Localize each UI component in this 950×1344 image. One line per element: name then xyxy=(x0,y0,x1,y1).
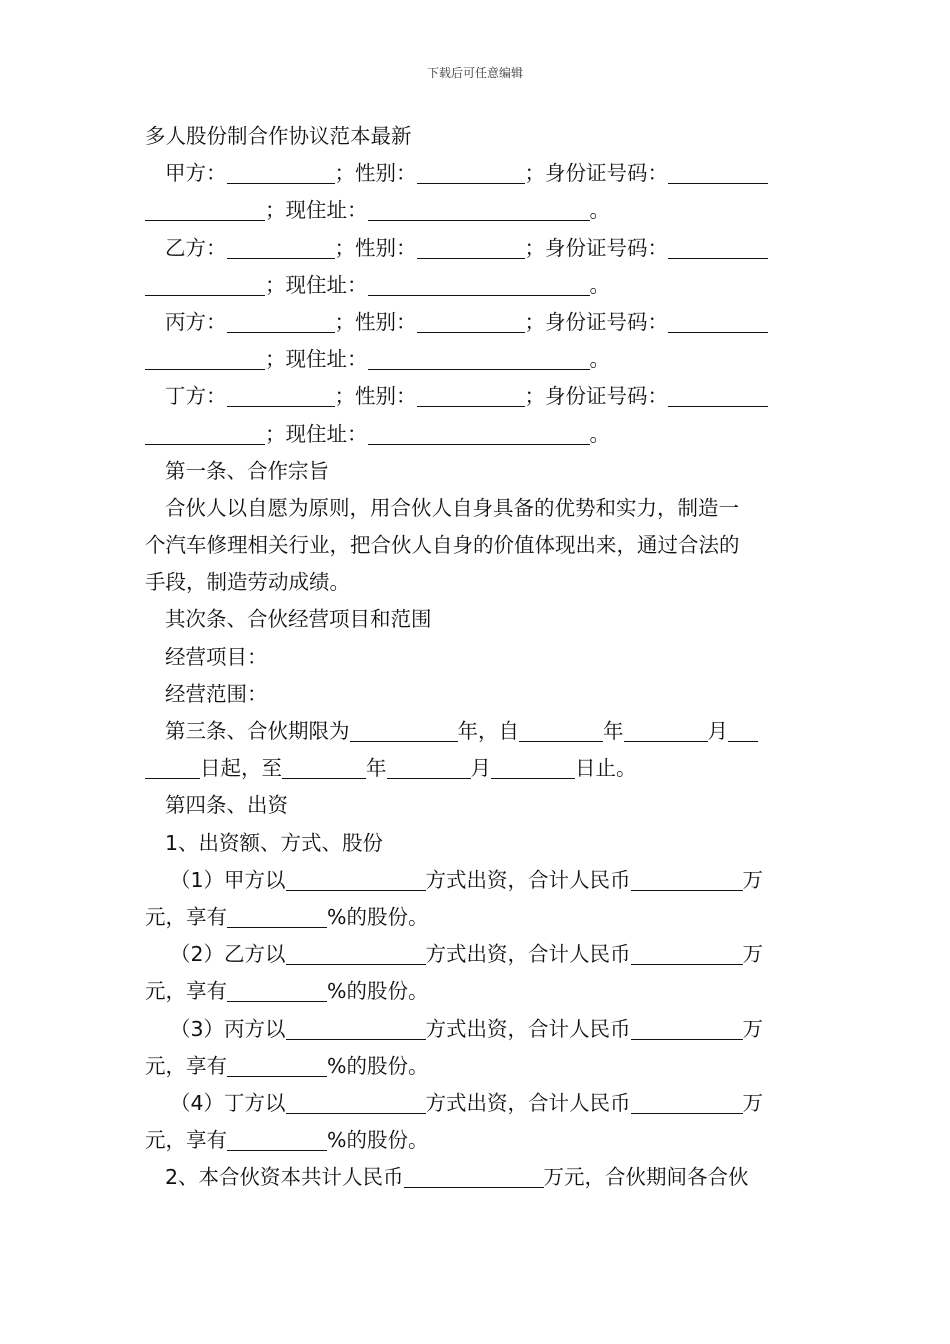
party-d-address-blank[interactable] xyxy=(368,420,590,445)
party-a-id-blank[interactable] xyxy=(668,159,768,184)
article-3-line-2: 日起，至 年 月 日止。 xyxy=(145,750,807,787)
article-2-title: 其次条、合伙经营项目和范围 xyxy=(165,607,432,632)
contribution-c-way-blank[interactable] xyxy=(286,1015,426,1040)
address-label: 现住址： xyxy=(285,272,368,297)
id-label: 身份证号码： xyxy=(545,161,668,186)
contribution-d-amount-blank[interactable] xyxy=(631,1089,743,1114)
party-c-gender-blank[interactable] xyxy=(417,308,525,333)
gender-label: 性别： xyxy=(355,309,417,334)
document-body xyxy=(145,118,807,1196)
total-capital-blank[interactable] xyxy=(404,1163,544,1188)
business-scope-label: 经营范围： xyxy=(165,681,268,706)
contribution-a-way-blank[interactable] xyxy=(286,866,426,891)
party-d-id-blank[interactable] xyxy=(668,382,768,407)
contribution-c-line-1: （3）丙方以 方式出资，合计人民币 万 xyxy=(170,1016,764,1041)
party-b-name-blank[interactable] xyxy=(227,234,335,259)
gender-label: 性别： xyxy=(355,161,417,186)
party-d-name-blank[interactable] xyxy=(227,382,335,407)
party-b-id-blank-cont[interactable] xyxy=(145,271,265,296)
party-b-line-2: ；现住址： 。 xyxy=(145,267,807,304)
party-b-id-blank[interactable] xyxy=(668,234,768,259)
end-year-blank[interactable] xyxy=(282,754,366,779)
article-4-sub-2: 2、本合伙资本共计人民币 万元，合伙期间各合伙 xyxy=(165,1165,749,1190)
contribution-c-line-2: 元，享有 %的股份。 xyxy=(145,1053,429,1078)
party-b-label: 乙方： xyxy=(165,235,227,260)
party-a-id-blank-cont[interactable] xyxy=(145,196,265,221)
gender-label: 性别： xyxy=(355,235,417,260)
article-1-title: 第一条、合作宗旨 xyxy=(165,458,329,483)
address-label: 现住址： xyxy=(285,347,368,372)
party-a-address-blank[interactable] xyxy=(368,196,590,221)
contribution-b-line-1: （2）乙方以 方式出资，合计人民币 万 xyxy=(170,942,764,967)
party-d-line-1: 丁方： ；性别： ；身份证号码： xyxy=(145,378,807,415)
contribution-a-line-2: 元，享有 %的股份。 xyxy=(145,904,429,929)
party-b-address-blank[interactable] xyxy=(368,271,590,296)
document-title: 多人股份制合作协议范本最新 xyxy=(145,124,412,148)
party-c-name-blank[interactable] xyxy=(227,308,335,333)
start-year-blank[interactable] xyxy=(519,717,603,742)
article-1-para-line-3: 手段，制造劳动成绩。 xyxy=(145,570,350,595)
contribution-d-share-blank[interactable] xyxy=(227,1126,327,1151)
party-c-line-2: ；现住址： 。 xyxy=(145,341,807,378)
party-d-gender-blank[interactable] xyxy=(417,382,525,407)
page-header-note: 下载后可任意编辑 xyxy=(426,66,523,80)
contribution-d-line-2: 元，享有 %的股份。 xyxy=(145,1128,429,1153)
contribution-a-share-blank[interactable] xyxy=(227,903,327,928)
party-c-id-blank[interactable] xyxy=(668,308,768,333)
id-label: 身份证号码： xyxy=(545,235,668,260)
end-month-blank[interactable] xyxy=(387,754,471,779)
party-b-gender-blank[interactable] xyxy=(417,234,525,259)
end-day-blank[interactable] xyxy=(491,754,575,779)
party-c-id-blank-cont[interactable] xyxy=(145,345,265,370)
start-day-blank[interactable] xyxy=(728,717,758,742)
party-d-label: 丁方： xyxy=(165,384,227,409)
contribution-b-way-blank[interactable] xyxy=(286,940,426,965)
gender-label: 性别： xyxy=(355,384,417,409)
party-a-gender-blank[interactable] xyxy=(417,159,525,184)
party-d-line-2: ；现住址： 。 xyxy=(145,416,807,453)
term-years-blank[interactable] xyxy=(350,717,458,742)
article-3-line-1: 第三条、合伙期限为 年，自 年 月 xyxy=(145,713,807,750)
contribution-d-line-1: （4）丁方以 方式出资，合计人民币 万 xyxy=(170,1090,764,1115)
contribution-a-line-1: （1）甲方以 方式出资，合计人民币 万 xyxy=(170,867,764,892)
contribution-b-share-blank[interactable] xyxy=(227,977,327,1002)
contribution-d-way-blank[interactable] xyxy=(286,1089,426,1114)
article-1-para-line-2: 个汽车修理相关行业，把合伙人自身的价值体现出来，通过合法的 xyxy=(145,533,740,558)
start-day-blank-cont[interactable] xyxy=(145,754,200,779)
contribution-a-amount-blank[interactable] xyxy=(631,866,743,891)
id-label: 身份证号码： xyxy=(545,309,668,334)
party-c-line-1: 丙方： ；性别： ；身份证号码： xyxy=(145,304,807,341)
address-label: 现住址： xyxy=(285,421,368,446)
party-a-name-blank[interactable] xyxy=(227,159,335,184)
party-a-line-2: ；现住址： 。 xyxy=(145,192,807,229)
article-4-sub-1: 1、出资额、方式、股份 xyxy=(165,830,384,855)
article-4-title: 第四条、出资 xyxy=(165,793,288,818)
contribution-b-line-2: 元，享有 %的股份。 xyxy=(145,979,429,1004)
contribution-b-amount-blank[interactable] xyxy=(631,940,743,965)
article-1-para-line-1: 合伙人以自愿为原则，用合伙人自身具备的优势和实力，制造一 xyxy=(165,495,739,520)
party-a-label: 甲方： xyxy=(165,161,227,186)
contribution-c-share-blank[interactable] xyxy=(227,1052,327,1077)
party-c-address-blank[interactable] xyxy=(368,345,590,370)
party-b-line-1: 乙方： ；性别： ；身份证号码： xyxy=(145,230,807,267)
address-label: 现住址： xyxy=(285,198,368,223)
contribution-c-amount-blank[interactable] xyxy=(631,1015,743,1040)
start-month-blank[interactable] xyxy=(624,717,708,742)
party-d-id-blank-cont[interactable] xyxy=(145,420,265,445)
id-label: 身份证号码： xyxy=(545,384,668,409)
party-c-label: 丙方： xyxy=(165,309,227,334)
party-a-line-1: 甲方： ；性别： ；身份证号码： xyxy=(145,155,807,192)
business-item-label: 经营项目： xyxy=(165,644,268,669)
